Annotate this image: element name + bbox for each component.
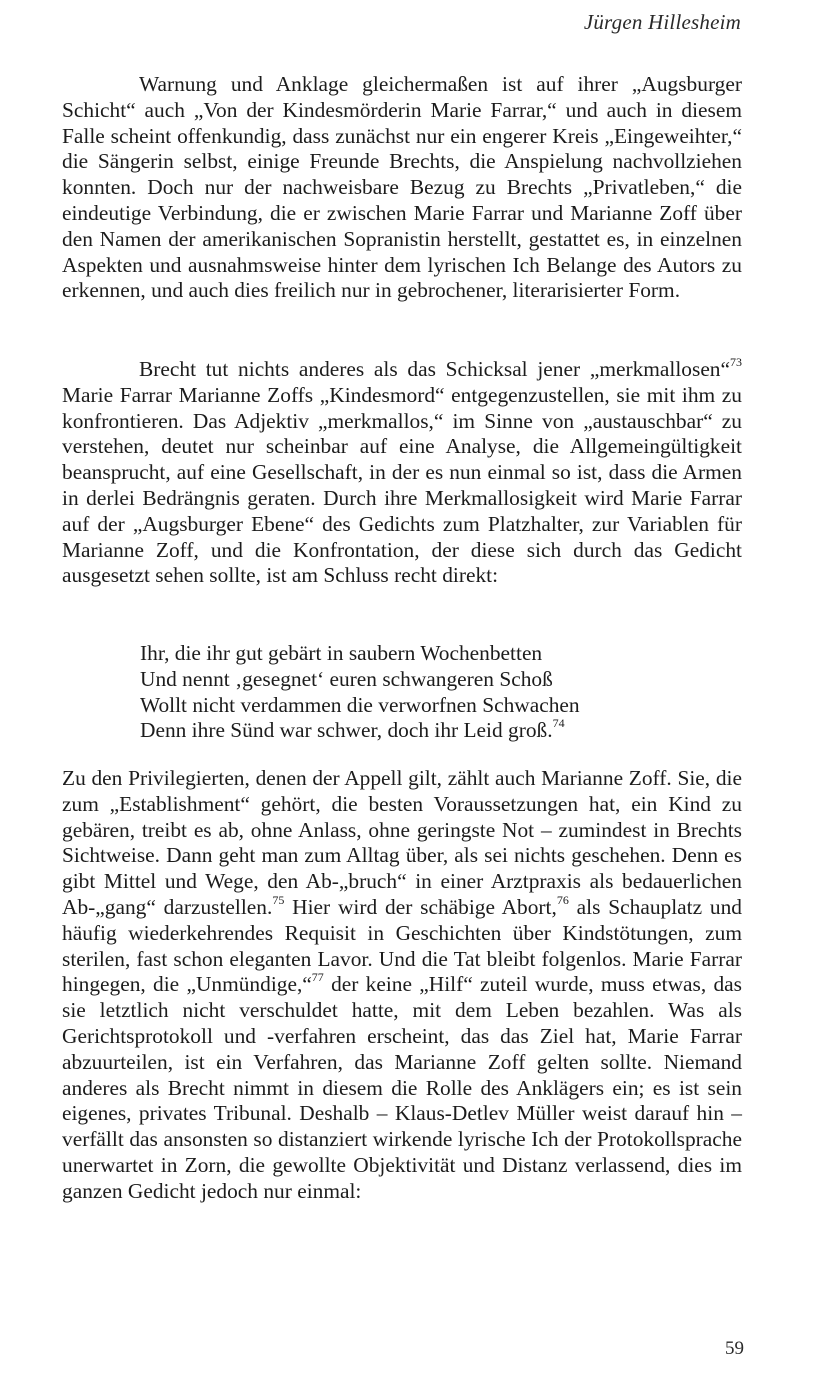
paragraph-text xyxy=(62,354,742,589)
footnote-ref-76[interactable]: 76 xyxy=(556,892,569,907)
paragraph-text-part: Hier wird der schäbige Abort, xyxy=(284,894,557,919)
verse-line-4-text: Denn ihre Sünd war schwer, doch ihr Leid groß. xyxy=(140,718,553,743)
verse-line-3: Wollt nicht verdammen die verworfnen Schwachen xyxy=(140,692,580,717)
body-paragraph-2 xyxy=(62,354,742,589)
body-paragraph-3 xyxy=(62,766,742,1205)
paragraph-text: Warnung und Anklage gleichermaßen ist auf ihrer „Augsburger Schicht“ auch „Von der Kindesmörderin Marie Farrar,“ und auch in diesem Falle scheint offenkundig, dass zunächst nur ein engerer Kreis „Eingeweihter,“ die Sängerin selbst, einige Freunde Brechts, die Anspielung nachvollziehen konnten. Doch nur der nachweisbare Bezug zu Brechts „Privatleben,“ die eindeutige Verbindung, die er zwischen Marie Farrar und Marianne Zoff über den Namen der amerikanischen Sopranistin herstellt, gestattet es, in einzelnen Aspekten und ausnahmsweise hinter dem lyrischen Ich Belange des Autors zu erkennen, und auch dies freilich nur in gebrochener, literarisierter Form. xyxy=(62,72,742,303)
running-header-author: Jürgen Hillesheim xyxy=(583,10,741,34)
paragraph-text-part: als Schauplatz und häufig wiederkehrendes Requisit in Geschichten über Kindstötungen, zum sterilen, fast schon eleganten Lavor. Und die Tat bleibt folgenlos. Marie Farrar hingegen, die „Unmündige,“ xyxy=(62,894,742,997)
paragraph-text-part: der keine „Hilf“ zuteil wurde, muss etwas, das sie letztlich nicht verschuldet hatte, mit dem Leben bezahlen. Was als Gerichtsprotokoll und -verfahren erscheint, das das Ziel hat, Marie Farrar abzuurteilen, ist ein Verfahren, das Marianne Zoff gelten sollte. Niemand anderes als Brecht nimmt in diesem die Rolle des Anklägers ein; es ist sein eigenes, privates Tribunal. Deshalb – Klaus-Detlev Müller weist darauf hin – verfällt das ansonsten so distanziert wirkende lyrische Ich der Protokollsprache unerwartet in Zorn, die gewollte Objektivität und Distanz verlassend, dies im ganzen Gedicht jedoch nur einmal: xyxy=(62,972,742,1203)
page-number: 59 xyxy=(725,1338,744,1359)
footnote-ref-73[interactable]: 73 xyxy=(730,354,742,369)
paragraph-text-part: Zu den Privilegierten, denen der Appell gilt, zählt auch Marianne Zoff. Sie, die zum „Establishment“ gehört, die besten Voraussetzungen hat, ein Kind zu gebären, treibt es ab, ohne Anlass, ohne geringste Not – zumindest in Brechts Sichtweise. Dann geht man zum Alltag über, als sei nichts geschehen. Denn es gibt Mittel und Wege, den Ab-„bruch“ in einer Arztpraxis als bedauerlichen Ab-„gang“ darzustellen. xyxy=(62,766,742,919)
verse-line-2: Und nennt ‚gesegnet‘ euren schwangeren Schoß xyxy=(140,666,553,691)
body-paragraph-1 xyxy=(62,72,742,304)
verse-line-1: Ihr, die ihr gut gebärt in saubern Wochenbetten xyxy=(140,641,543,665)
verse-line-4 xyxy=(140,718,700,744)
footnote-ref-75[interactable]: 75 xyxy=(272,892,285,907)
footnote-ref-77[interactable]: 77 xyxy=(311,970,324,985)
verse-quotation xyxy=(140,641,700,744)
paragraph-text xyxy=(62,766,742,1205)
paragraph-text-part: Marie Farrar Marianne Zoffs „Kindesmord“ entgegenzustellen, sie mit ihm zu konfrontieren. Das Adjektiv „merkmallos,“ im Sinne von „austauschbar“ zu verstehen, deutet nur scheinbar auf eine Analyse, die Allgemeingültigkeit beansprucht, auf eine Gesellschaft, in der es nun einmal so ist, dass die Armen in derlei Bedrängnis geraten. Durch ihre Merkmallosigkeit wird Marie Farrar auf der „Augsburger Ebene“ des Gedichts zum Platzhalter, zur Variablen für Marianne Zoff, und die Konfrontation, der diese sich durch das Gedicht ausgesetzt sehen sollte, ist am Schluss recht direkt: xyxy=(62,382,742,588)
footnote-ref-74[interactable]: 74 xyxy=(552,716,565,731)
paragraph-text-part: Brecht tut nichts anderes als das Schicksal jener „merkmallosen“ xyxy=(139,357,730,381)
